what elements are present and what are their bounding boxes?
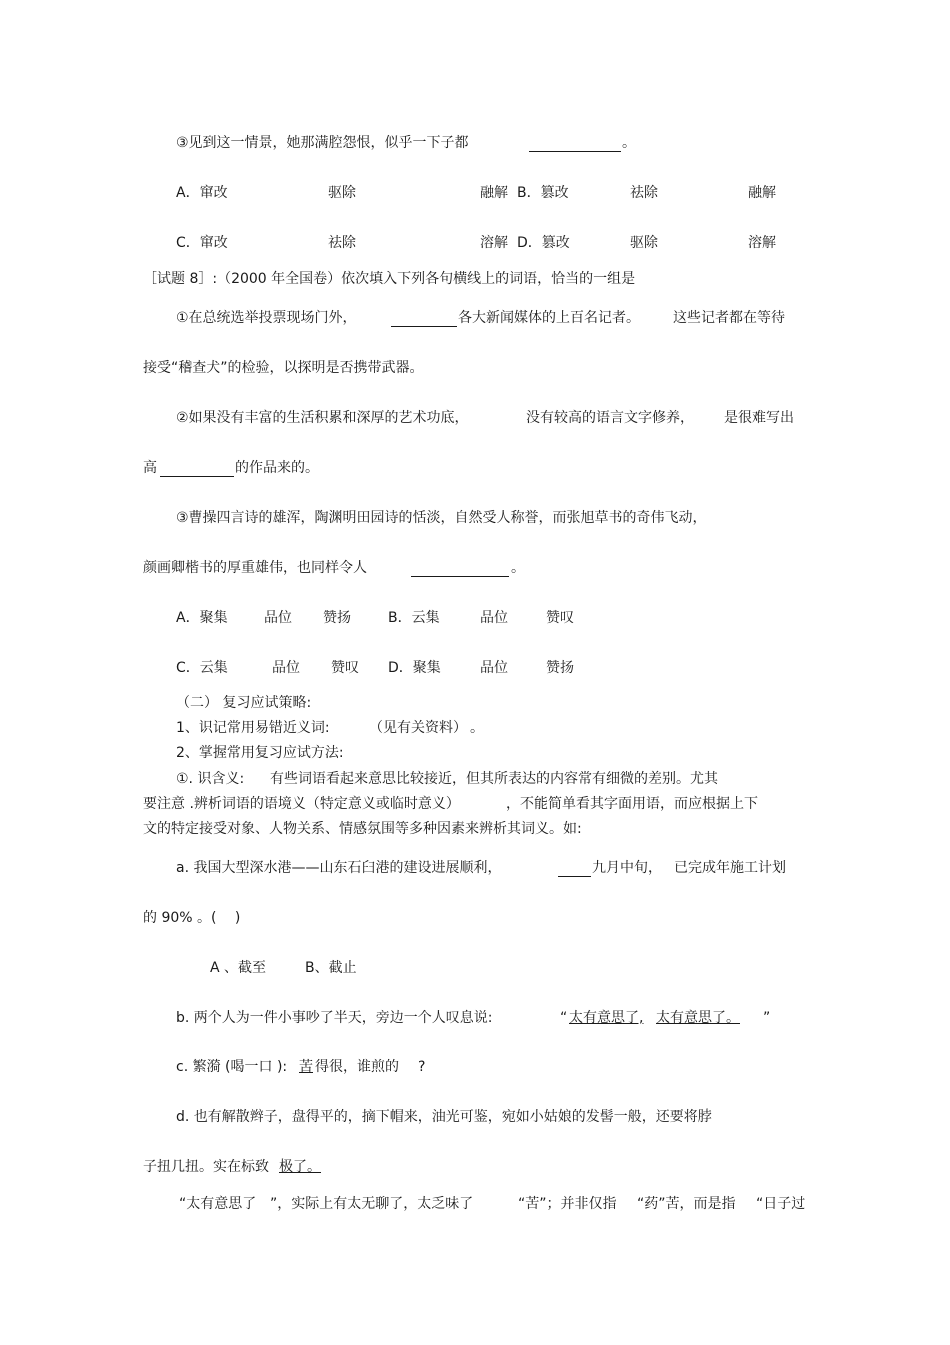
q7-option-b-word3: 融解 xyxy=(748,185,776,201)
q7-option-a-word2: 驱除 xyxy=(328,185,356,201)
explanation-part5: “日子过 xyxy=(756,1196,806,1212)
strategy-item1-end: 。 xyxy=(470,720,484,736)
q8-option-d: D．聚集 xyxy=(388,660,441,676)
example-a-part3: 已完成年施工计划 xyxy=(674,860,786,876)
q8-option-c: C．云集 xyxy=(176,660,228,676)
q7-option-b-word2: 祛除 xyxy=(630,185,658,201)
q8-option-b-word2: 品位 xyxy=(480,610,508,626)
example-a-part2: 九月中旬， xyxy=(592,860,662,876)
q8-option-a-word3: 赞扬 xyxy=(323,610,351,626)
q8-item2-part3: 是很难写出 xyxy=(724,410,794,426)
example-d-line1: d. 也有解散辫子，盘得平的，摘下帽来，油光可鉴，宛如小姑娘的发髻一般，还要将脖 xyxy=(176,1109,712,1125)
q8-option-b: B．云集 xyxy=(388,610,440,626)
q8-item3-end: 。 xyxy=(511,560,525,576)
example-d-line2: 子扭几扭。实在标致 xyxy=(143,1159,269,1175)
example-a-blank xyxy=(558,862,591,877)
explanation-part2: ”，实际上有太无聊了，太乏味了 xyxy=(270,1196,474,1212)
method1-line2: 要注意 .辨析词语的语境义（特定意义或临时意义） xyxy=(143,796,460,812)
example-c-text: 得很，谁煎的 xyxy=(315,1059,399,1075)
example-b-text: b. 两个人为一件小事吵了半天，旁边一个人叹息说: xyxy=(176,1010,493,1026)
q8-option-a: A．聚集 xyxy=(176,610,228,626)
q8-item2-blank xyxy=(160,462,234,477)
q7-option-c-word2: 祛除 xyxy=(328,235,356,251)
example-a-option-b: B、截止 xyxy=(305,960,357,976)
q8-item1-part3: 这些记者都在等待 xyxy=(673,310,785,326)
q8-item1-line2: 接受“稽查犬”的检验，以探明是否携带武器。 xyxy=(143,360,424,376)
q7-item3-blank xyxy=(529,137,621,152)
q8-item2-part1: ②如果没有丰富的生活积累和深厚的艺术功底， xyxy=(176,410,469,426)
q8-item1-blank xyxy=(391,312,457,327)
q7-option-c: C．窜改 xyxy=(176,235,228,251)
strategy-heading: （二） 复习应试策略: xyxy=(176,695,312,711)
explanation-part3: “苦”；并非仅指 xyxy=(518,1196,617,1212)
q7-option-c-word3: 溶解 xyxy=(480,235,508,251)
q7-option-d-word3: 溶解 xyxy=(748,235,776,251)
q8-option-a-word2: 品位 xyxy=(264,610,292,626)
q8-item3-blank xyxy=(411,562,509,577)
q7-option-d-word2: 驱除 xyxy=(630,235,658,251)
q8-option-d-word3: 赞扬 xyxy=(546,660,574,676)
example-b-quote-open: “ xyxy=(560,1010,568,1026)
example-c-speaker: c. 繁漪 (喝一口 ): xyxy=(176,1059,288,1075)
method1-line2-cont: ，不能简单看其字面用语，而应根据上下 xyxy=(506,796,758,812)
q8-option-b-word3: 赞叹 xyxy=(546,610,574,626)
q8-item2-line2-start: 高 xyxy=(143,460,157,476)
q8-item2-part2: 没有较高的语言文字修养， xyxy=(526,410,694,426)
q8-item3-line2: 颜画卿楷书的厚重雄伟，也同样令人 xyxy=(143,560,367,576)
q8-item2-line2-end: 的作品来的。 xyxy=(235,460,319,476)
q8-item1-part2: 各大新闻媒体的上百名记者。 xyxy=(458,310,640,326)
q8-option-c-word2: 品位 xyxy=(272,660,300,676)
q7-item3: ③见到这一情景，她那满腔怨恨，似乎一下子都 xyxy=(176,135,469,151)
q7-option-a-word3: 融解 xyxy=(480,185,508,201)
example-d-underlined: 极了。 xyxy=(279,1159,321,1175)
example-b-underlined-2: 太有意思了。 xyxy=(656,1010,740,1026)
q8-option-d-word2: 品位 xyxy=(480,660,508,676)
example-a-option-a: A 、截至 xyxy=(210,960,267,976)
method1-line3: 文的特定接受对象、人物关系、情感氛围等多种因素来辨析其词义。如: xyxy=(143,821,582,837)
strategy-item2: 2、掌握常用复习应试方法: xyxy=(176,745,344,761)
q8-item1-part1: ①在总统选举投票现场门外， xyxy=(176,310,357,326)
q8-item3-line1: ③曹操四言诗的雄浑，陶渊明田园诗的恬淡，自然受人称誉，而张旭草书的奇伟飞动， xyxy=(176,510,707,526)
example-a-line2: 的 90% 。( ) xyxy=(143,910,241,926)
q8-option-c-word3: 赞叹 xyxy=(331,660,359,676)
explanation-part1: “太有意思了 xyxy=(179,1196,257,1212)
q7-option-a: A．窜改 xyxy=(176,185,228,201)
q8-heading: ［试题 8］:（2000 年全国卷）依次填入下列各句横线上的词语，恰当的一组是 xyxy=(143,271,636,287)
example-b-underlined-1: 太有意思了, xyxy=(569,1010,644,1026)
method1-text: 有些词语看起来意思比较接近，但其所表达的内容常有细微的差别。尤其 xyxy=(270,771,718,787)
q7-option-d: D．篡改 xyxy=(517,235,570,251)
example-c-underlined: 苦 xyxy=(299,1059,313,1075)
strategy-item1: 1、识记常用易错近义词: xyxy=(176,720,330,736)
method1-label: ①. 识含义: xyxy=(176,771,245,787)
example-b-quote-close: ” xyxy=(763,1010,771,1026)
example-c-question: ? xyxy=(418,1059,426,1075)
strategy-item1-note: （见有关资料） xyxy=(369,720,467,736)
q7-option-b: B．篡改 xyxy=(517,185,569,201)
q7-item3-end: 。 xyxy=(622,135,636,151)
explanation-part4: “药”苦，而是指 xyxy=(637,1196,736,1212)
example-a-part1: a. 我国大型深水港——山东石臼港的建设进展顺利， xyxy=(176,860,502,876)
